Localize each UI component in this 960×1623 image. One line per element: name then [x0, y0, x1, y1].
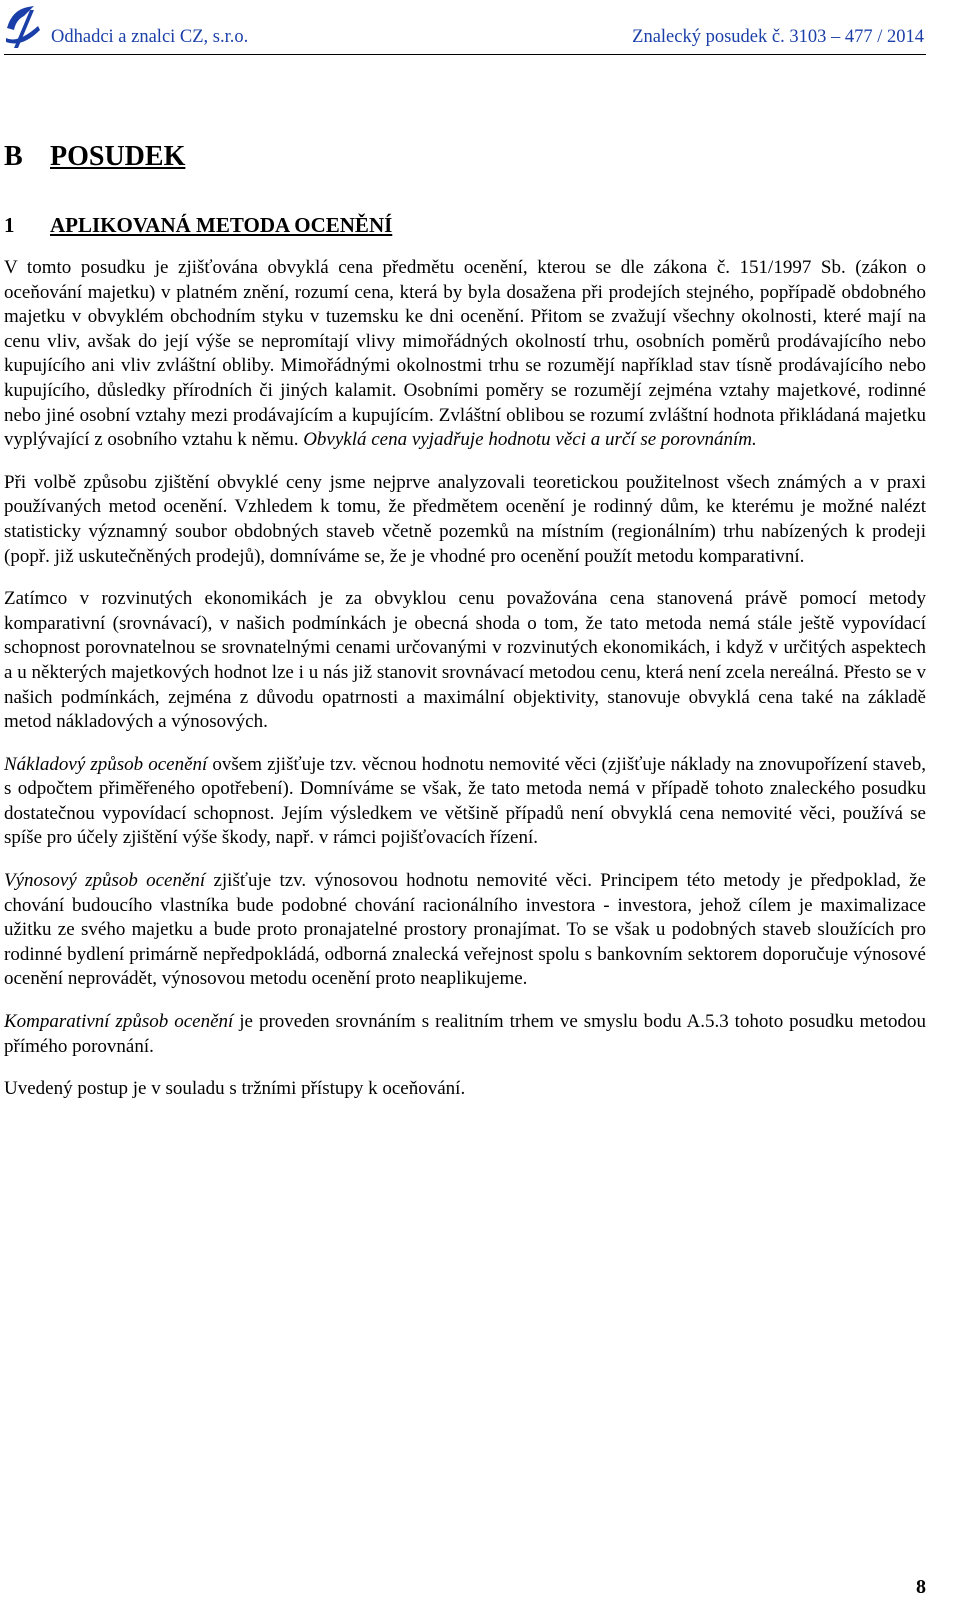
paragraph-definition — [4, 256, 926, 453]
paragraph-method-choice: Při volbě způsobu zjištění obvyklé ceny jsme nejprve analyzovali teoretickou použitelnost všech známých a v praxi používaných metod ocenění. Vzhledem k tomu, že předmětem ocenění je rodinný dům, ke kterému je možné nalézt statisticky významný soubor obdobných staveb včetně pozemků na místním (regionálním) trhu nabízených k prodeji (popř. již uskutečněných prodejů), domníváme se, že je vhodné pro ocenění použít metodu komparativní. — [4, 471, 926, 567]
page-header — [4, 0, 926, 55]
company-logo-icon — [4, 4, 42, 50]
paragraph-income-method — [4, 869, 926, 992]
paragraph-comparative-method — [4, 1010, 926, 1059]
header-company: Odhadci a znalci CZ, s.r.o. — [51, 27, 249, 47]
subsection-heading — [4, 213, 392, 238]
page-number: 8 — [916, 1576, 926, 1598]
section-heading — [4, 141, 185, 173]
cost-method-text: ovšem zjišťuje tzv. věcnou hodnotu nemovité věci (zjišťuje náklady na znovupořízení staveb, s odpočtem přiměřeného opotřebení). Domníváme se však, že tato metoda nemá v případě tohoto znaleckého posudku dostatečnou vypovídací schopnost. Jejím výsledkem ve většině případů není obvyklá cena nemovité věci, používá se spíše pro účely zjištění výše škody, např. v rámci pojišťovacích řízení. — [4, 753, 926, 849]
comparative-method-term: Komparativní způsob ocenění — [4, 1011, 234, 1033]
paragraph-definition-text: V tomto posudku je zjišťována obvyklá cena předmětu ocenění, kterou se dle zákona č. 151/1997 Sb. (zákon o oceňování majetku) v platném znění, rozumí cena, která by byla dosažena při prodejích stejného, popřípadě obdobného majetku v obvyklém obchodním styku v tuzemsku ke dni ocenění. Přitom se zvažují všechny okolnosti, které mají na cenu vliv, avšak do její výše se nepromítají vlivy mimořádných okolností trhu, osobních poměrů prodávajícího nebo kupujícího ani vliv zvláštní obliby. Mimořádnými okolnostmi trhu se rozumějí například stav tísně prodávajícího nebo kupujícího, důsledky přírodních či jiných kalamit. Osobními poměry se rozumějí zejména vztahy majetkové, rodinné nebo jiné osobní vztahy mezi prodávajícím a kupujícím. Zvláštní oblibou se rozumí zvláštní hodnota přikládaná majetku vyplývající z osobního vztahu k němu. — [4, 257, 926, 451]
section-number: B — [4, 141, 23, 172]
header-report-number: Znalecký posudek č. 3103 – 477 / 2014 — [632, 27, 924, 47]
subsection-title: APLIKOVANÁ METODA OCENĚNÍ — [50, 213, 393, 237]
subsection-number: 1 — [4, 213, 15, 237]
paragraph-definition-emphasis: Obvyklá cena vyjadřuje hodnotu věci a určí se porovnáním. — [303, 429, 757, 451]
comparative-method-text: je proveden srovnáním s realitním trhem ve smyslu bodu A.5.3 tohoto posudku metodou přímého porovnání. — [4, 1011, 926, 1057]
document-body — [4, 256, 926, 1113]
section-title: POSUDEK — [50, 141, 186, 172]
paragraph-cost-method — [4, 753, 926, 851]
income-method-term: Výnosový způsob ocenění — [4, 870, 206, 892]
paragraph-conclusion: Uvedený postup je v souladu s tržními přístupy k oceňování. — [4, 1078, 466, 1100]
paragraph-comparative-context: Zatímco v rozvinutých ekonomikách je za obvyklou cenu považována cena stanovená právě pomocí metody komparativní (srovnávací), v našich podmínkách je obecná shoda o tom, že tato metoda nemá stále ještě vypovídací schopnost porovnatelnou se srovnatelnými cenami určovanými v rozvinutých ekonomikách, i když v určitých aspektech a u některých majetkových hodnot lze i u nás již stanovit srovnávací metodou cenu, která není zcela nereálná. Přesto se v našich podmínkách, zejména z důvodu opatrnosti a maximální objektivity, stanovuje obvyklá cena také na základě metod nákladových a výnosových. — [4, 588, 926, 733]
cost-method-term: Nákladový způsob ocenění — [4, 753, 208, 775]
income-method-text: zjišťuje tzv. výnosovou hodnotu nemovité věci. Principem této metody je předpoklad, že chování budoucího vlastníka bude podobné chování racionálního investora - investora, jehož cílem je maximalizace užitku ze svého majetku a bude proto pronajatelné prostory pronajímat. To se však u podobných staveb sloužících pro rodinné bydlení primárně nepředpokládá, odborná znalecká veřejnost spolu s bankovním sektorem doporučuje výnosové ocenění neprovádět, výnosovou metodu ocenění proto neaplikujeme. — [4, 870, 926, 990]
